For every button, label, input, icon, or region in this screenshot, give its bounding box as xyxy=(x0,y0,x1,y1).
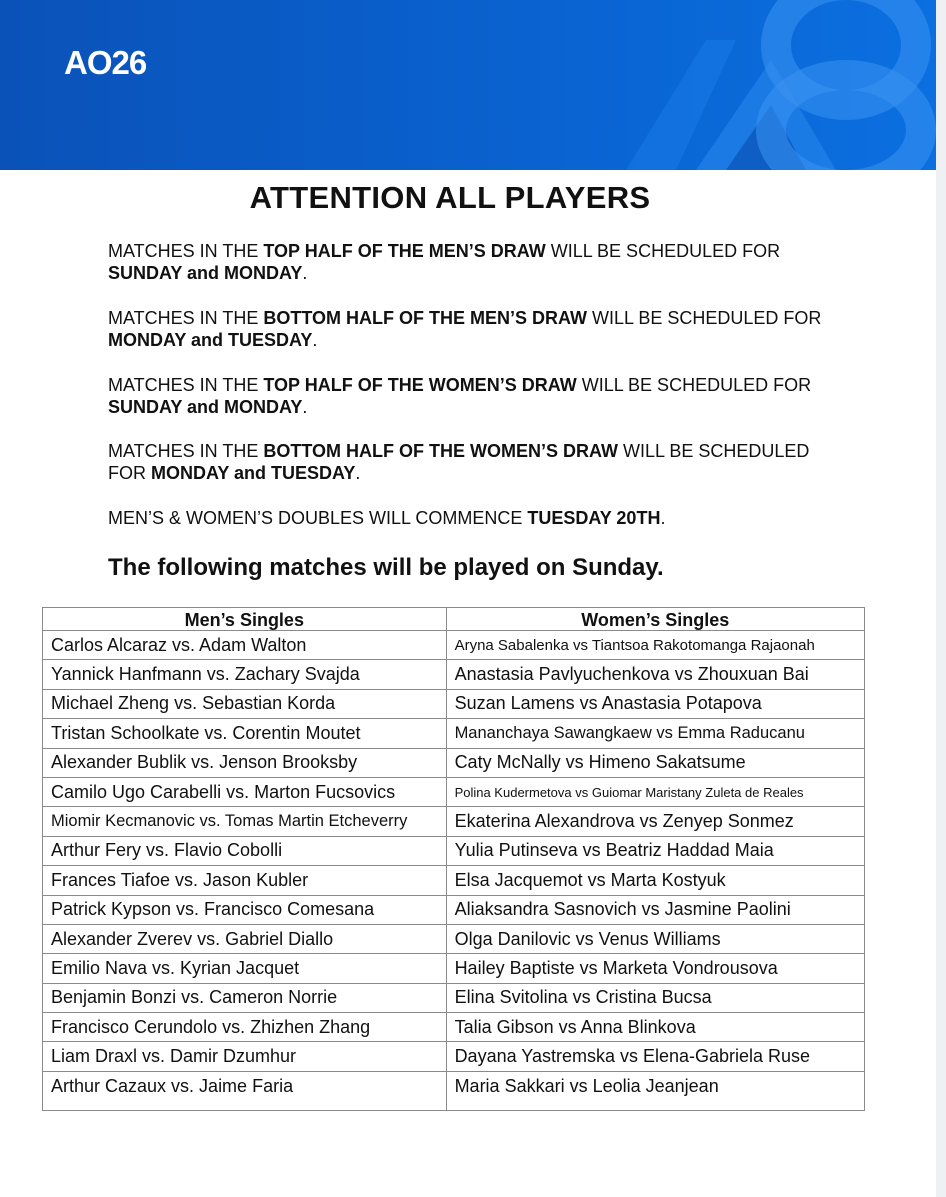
page-edge xyxy=(936,0,946,1197)
womens-match: Anastasia Pavlyuchenkova vs Zhouxuan Bai xyxy=(446,660,864,689)
sunday-heading: The following matches will be played on Sunday. xyxy=(108,554,664,581)
mens-match: Frances Tiafoe vs. Jason Kubler xyxy=(43,866,447,895)
mens-match: Carlos Alcaraz vs. Adam Walton xyxy=(43,631,447,660)
table-row xyxy=(43,1013,865,1042)
notice-men-top: MATCHES IN THE TOP HALF OF THE MEN’S DRAW WILL BE SCHEDULED FOR SUNDAY and MONDAY. xyxy=(108,241,781,283)
mens-singles-header: Men’s Singles xyxy=(43,608,447,631)
mens-match: Liam Draxl vs. Damir Dzumhur xyxy=(43,1042,447,1071)
womens-match: Hailey Baptiste vs Marketa Vondrousova xyxy=(446,954,864,983)
mens-match: Camilo Ugo Carabelli vs. Marton Fucsovics xyxy=(43,777,447,806)
table-row xyxy=(43,983,865,1012)
table-row xyxy=(43,866,865,895)
page-title: ATTENTION ALL PLAYERS xyxy=(249,180,651,215)
womens-match: Yulia Putinseva vs Beatriz Haddad Maia xyxy=(446,836,864,865)
notice-men-bottom: MATCHES IN THE BOTTOM HALF OF THE MEN’S DRAW WILL BE SCHEDULED FOR MONDAY and TUESDAY. xyxy=(108,308,822,350)
mens-match: Arthur Fery vs. Flavio Cobolli xyxy=(43,836,447,865)
mens-match: Benjamin Bonzi vs. Cameron Norrie xyxy=(43,983,447,1012)
mens-match: Michael Zheng vs. Sebastian Korda xyxy=(43,689,447,718)
mens-match: Miomir Kecmanovic vs. Tomas Martin Etcheverry xyxy=(43,807,447,836)
table-row xyxy=(43,689,865,718)
table-row xyxy=(43,954,865,983)
womens-match: Suzan Lamens vs Anastasia Potapova xyxy=(446,689,864,718)
notice-women-bottom: MATCHES IN THE BOTTOM HALF OF THE WOMEN’S DRAW WILL BE SCHEDULED FOR MONDAY and TUESDAY. xyxy=(108,441,810,483)
mens-match: Emilio Nava vs. Kyrian Jacquet xyxy=(43,954,447,983)
womens-match: Aliaksandra Sasnovich vs Jasmine Paolini xyxy=(446,895,864,924)
mens-match: Alexander Zverev vs. Gabriel Diallo xyxy=(43,924,447,953)
ao-graphic-icon xyxy=(376,0,936,170)
womens-match: Olga Danilovic vs Venus Williams xyxy=(446,924,864,953)
ao26-logo xyxy=(64,38,174,84)
table-row xyxy=(43,836,865,865)
womens-match: Talia Gibson vs Anna Blinkova xyxy=(446,1013,864,1042)
womens-match: Polina Kudermetova vs Guiomar Maristany Zuleta de Reales xyxy=(446,777,864,806)
womens-match: Dayana Yastremska vs Elena-Gabriela Ruse xyxy=(446,1042,864,1071)
table-row xyxy=(43,807,865,836)
womens-match: Aryna Sabalenka vs Tiantsoa Rakotomanga Rajaonah xyxy=(446,631,864,660)
header-banner xyxy=(0,0,936,170)
womens-match: Elina Svitolina vs Cristina Bucsa xyxy=(446,983,864,1012)
table-row xyxy=(43,777,865,806)
table-row xyxy=(43,631,865,660)
table-row xyxy=(43,895,865,924)
sunday-schedule-table xyxy=(42,607,865,1111)
womens-match: Mananchaya Sawangkaew vs Emma Raducanu xyxy=(446,719,864,748)
table-row xyxy=(43,748,865,777)
mens-match: Patrick Kypson vs. Francisco Comesana xyxy=(43,895,447,924)
mens-match: Arthur Cazaux vs. Jaime Faria xyxy=(43,1071,447,1110)
table-header-row xyxy=(43,608,865,631)
ao26-logo-text: AO26 xyxy=(64,44,147,81)
table-row xyxy=(43,924,865,953)
mens-match: Alexander Bublik vs. Jenson Brooksby xyxy=(43,748,447,777)
mens-match: Yannick Hanfmann vs. Zachary Svajda xyxy=(43,660,447,689)
womens-match: Ekaterina Alexandrova vs Zenyep Sonmez xyxy=(446,807,864,836)
mens-match: Tristan Schoolkate vs. Corentin Moutet xyxy=(43,719,447,748)
notice-doubles: MEN’S & WOMEN’S DOUBLES WILL COMMENCE TUESDAY 20TH. xyxy=(108,508,666,528)
table-row xyxy=(43,719,865,748)
womens-match: Maria Sakkari vs Leolia Jeanjean xyxy=(446,1071,864,1110)
womens-match: Elsa Jacquemot vs Marta Kostyuk xyxy=(446,866,864,895)
womens-match: Caty McNally vs Himeno Sakatsume xyxy=(446,748,864,777)
womens-singles-header: Women’s Singles xyxy=(446,608,864,631)
table-row xyxy=(43,660,865,689)
mens-match: Francisco Cerundolo vs. Zhizhen Zhang xyxy=(43,1013,447,1042)
table-row xyxy=(43,1071,865,1110)
notice-women-top: MATCHES IN THE TOP HALF OF THE WOMEN’S DRAW WILL BE SCHEDULED FOR SUNDAY and MONDAY. xyxy=(108,375,812,417)
table-row xyxy=(43,1042,865,1071)
